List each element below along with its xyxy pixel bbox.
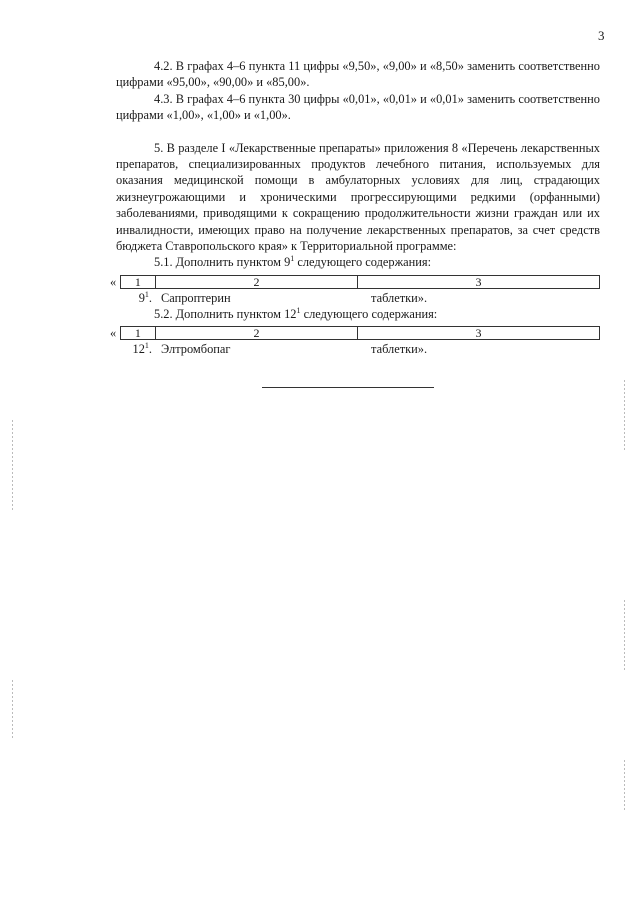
paragraph-5-2-text: 5.2. Дополнить пунктом 12 xyxy=(154,306,297,321)
paragraph-5-2-tail: следующего содержания: xyxy=(300,306,438,321)
row-number xyxy=(139,290,152,306)
paragraph-gap xyxy=(116,124,600,140)
scan-artifact xyxy=(624,760,625,810)
row-number-sup: 1 xyxy=(144,289,149,299)
column-header-table-2 xyxy=(110,325,600,341)
dosage-form: таблетки». xyxy=(371,290,428,305)
paragraph-5-2 xyxy=(116,306,600,322)
row-number-suffix: . xyxy=(148,290,152,305)
scan-artifact xyxy=(624,380,625,450)
row-number-text: 12 xyxy=(132,342,145,357)
row-number-suffix: . xyxy=(148,342,152,357)
paragraph-5-2-sup: 1 xyxy=(296,305,301,315)
page-number: 3 xyxy=(598,28,605,43)
paragraph-5: 5. В разделе I «Лекарственные препараты» приложения 8 «Перечень лекарственных препаратов, специализированных продуктов лечебного питания, используемых для оказания медицинской помощи в амбулаторных условиях для лиц, страдающих жизнеугрожающими и хроническими прогрессирующими редкими (орфанными) заболеваниями, приводящими к сокращению продолжительности жизни граждан или их инвалидности, имеющих право на получение лекарственных препаратов, за счет средств бюджета Ставропольского края» к Территориальной программе: xyxy=(116,140,600,254)
column-header-3: 3 xyxy=(475,326,482,341)
closing-rule xyxy=(262,387,434,388)
opening-quote: « xyxy=(110,326,117,341)
drug-name: Элтромбопаг xyxy=(161,342,231,357)
paragraph-5-1-tail: следующего содержания: xyxy=(294,255,432,270)
paragraph-4-3: 4.3. В графах 4–6 пункта 30 цифры «0,01», «0,01» и «0,01» заменить соответственно цифрами «1,00», «1,00» и «1,00». xyxy=(116,91,600,123)
scan-artifact xyxy=(12,680,13,740)
column-header-1: 1 xyxy=(121,327,156,339)
row-number-text: 9 xyxy=(138,290,145,305)
scan-artifact xyxy=(624,600,625,670)
column-header-3: 3 xyxy=(475,274,482,289)
column-header-2: 2 xyxy=(156,327,358,339)
paragraph-5-1-text: 5.1. Дополнить пунктом 9 xyxy=(154,255,291,270)
row-number xyxy=(133,341,153,357)
dosage-form: таблетки». xyxy=(371,342,428,357)
column-header-row xyxy=(120,326,600,340)
scan-artifact xyxy=(12,420,13,510)
drug-name: Сапроптерин xyxy=(161,290,231,305)
column-header-row xyxy=(120,275,600,289)
row-number-sup: 1 xyxy=(144,341,149,351)
opening-quote: « xyxy=(110,274,117,289)
column-header-1: 1 xyxy=(121,276,156,288)
paragraph-4-2: 4.2. В графах 4–6 пункта 11 цифры «9,50», «9,00» и «8,50» заменить соответственно цифрами «95,00», «90,00» и «85,00». xyxy=(116,59,600,90)
column-header-2: 2 xyxy=(156,276,358,288)
column-header-table-1 xyxy=(110,274,600,290)
document-body xyxy=(110,58,600,357)
table-row xyxy=(116,290,600,306)
paragraph-5-1 xyxy=(116,254,600,270)
paragraph-5-1-sup: 1 xyxy=(290,254,295,264)
table-row xyxy=(116,341,600,357)
